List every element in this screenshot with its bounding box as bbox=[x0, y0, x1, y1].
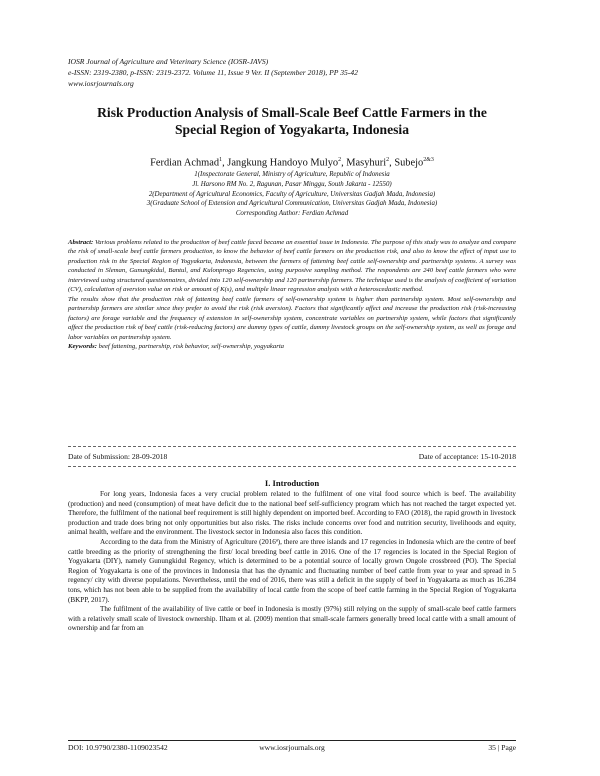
introduction-body bbox=[68, 490, 516, 634]
journal-website: www.iosrjournals.org bbox=[68, 79, 134, 88]
author-affiliation-mark: 2 bbox=[338, 157, 342, 163]
abstract-paragraph-1: Various problems related to the production of beef cattle faced became an essential issue in Indonesia. The purpose of this study was to analyze and compare the risk of small-scale beef cattle farmers production, to know the behavior of beef cattle farmers on the production risk, and also to know the effect of input use to production risk in the Special Region of Yogyakarta, Indonesia, between the farmers of fattening beef cattle self-ownership and partnership systems. A survey was conducted in Sleman, Gunungkidul, Bantul, and Kulonprogo Regencies, using purposive sampling method. The respondents are 240 beef cattle farmers who were interviewed using structured questionnaires, divided into 120 self-ownership and 120 partnership farmers. The technique used is the analysis of coefficient of variation (CV), calculation of aversion value on risk or amount of K(s), and multiple linear regression analysis with a heteroscedastic method. bbox=[68, 239, 517, 294]
abstract-paragraph-2: The results show that the production risk of fattening beef cattle farmers of self-ownership system is higher than partnership system. Most self-ownership and partnership farmers are similar since they prefer to avoid the risk (risk aversion). Factors that significantly affect and increase the production risk (risk-increasing factors) are forage variable and the frequency of extension in self-ownership system, concentrate variables on partnership system, while factors that significantly affect the production risk of beef cattle (risk-reducing factors) are dummy types of cattle, dummy livestock groups on the self-ownership system, as well as forage and labor variables on partnership system. bbox=[68, 295, 516, 341]
divider bbox=[68, 446, 516, 447]
journal-header bbox=[68, 56, 516, 89]
author-name: , Subejo bbox=[389, 157, 424, 169]
keywords: beef fattening, partnership, risk behavior, self-ownership, yogyakarta bbox=[98, 342, 285, 350]
affiliation-line: 2(Department of Agricultural Economics, Faculty of Agriculture, Universitas Gadjah Mada, Indonesia) bbox=[148, 190, 436, 198]
footer-website: www.iosrjournals.org bbox=[259, 743, 325, 752]
author-affiliation-mark: 1 bbox=[219, 157, 223, 163]
author-list bbox=[68, 154, 516, 169]
corresponding-author: Corresponding Author: Ferdian Achmad bbox=[235, 210, 349, 218]
keywords-label: Keywords: bbox=[68, 342, 97, 350]
acceptance-date: Date of acceptance: 15-10-2018 bbox=[418, 452, 516, 461]
journal-issn-volume: e-ISSN: 2319-2380, p-ISSN: 2319-2372. Volume 11, Issue 9 Ver. II (September 2018), PP 35-42 bbox=[68, 68, 358, 77]
page-number: 35 | Page bbox=[488, 743, 516, 752]
paper-title bbox=[68, 104, 516, 138]
body-paragraph-3: The fulfilment of the availability of live cattle or beef in Indonesia is mostly (97%) still relying on the supply of small-scale beef cattle farmers with a relatively small scale of livestock ownership. Ilham et al. (2009) mention that small-scale farmers generally breed local cattle with a small amount of ownership and far from an bbox=[68, 605, 516, 633]
author-name: , Jangkung Handoyo Mulyo bbox=[222, 157, 339, 169]
journal-name: IOSR Journal of Agriculture and Veterinary Science (IOSR-JAVS) bbox=[68, 57, 269, 66]
author-affiliation-mark: 2&3 bbox=[423, 157, 434, 163]
submission-date: Date of Submission: 28-09-2018 bbox=[68, 452, 168, 461]
title-line-1: Risk Production Analysis of Small-Scale Beef Cattle Farmers in the bbox=[97, 105, 487, 120]
affiliations bbox=[68, 170, 516, 219]
abstract bbox=[68, 238, 516, 351]
divider bbox=[68, 466, 516, 467]
affiliation-line: 1(Inspectorate General, Ministry of Agriculture, Republic of Indonesia bbox=[194, 171, 390, 178]
author-name: , Masyhuri bbox=[341, 157, 387, 169]
body-paragraph-2: According to the data from the Ministry of Agriculture (2016ª), there are three islands and 17 regencies in Indonesia which are the centre of beef cattle breeding as the priority of strengthening the first/ local breeding beef cattle in 2016. One of the 17 regencies is located in the Special Region of Yogyakarta (DIY), namely Gunungkidul Regency, which is determined to be a potential source of locally grown Ongole crossbreed (PO). The Special Region of Yogyakarta is one of the provinces in Indonesia that has the dynamic and fluctuating number of beef cattle from year to year and spread in 5 regency/ city with diverse populations. Nevertheless, until the end of 2016, there was still a deficit in the supply of beef in Yogyakarta as much as 16.284 tons, which has not been able to be supplied from the availability of local cattle from the scope of beef cattle farming in the Special Region of Yogyakarta (BKPP, 2017). bbox=[68, 537, 516, 604]
body-paragraph-1: For long years, Indonesia faces a very crucial problem related to the fulfilment of one vital food source which is beef. The availability (production) and need (consumption) of meat have deficit due to the national beef self-sufficiency program which has not reached the target expected yet. Therefore, the fulfilment of the national beef requirement is still highly dependent on imported beef. According to FAO (2018), the rapid growth in livestock production and trade does bring not only opportunities but also risks. The risks include concerns over food and nutrition security, livelihoods and equity, animal health, welfare and the environment. The livestock sector in Indonesia also faces this condition. bbox=[68, 490, 516, 537]
affiliation-line: 3(Graduate School of Extension and Agricultural Communication, Universitas Gadjah Mada, Indonesia) bbox=[146, 200, 438, 208]
section-heading: I. Introduction bbox=[264, 478, 320, 488]
author-name: Ferdian Achmad bbox=[150, 157, 220, 169]
abstract-label: Abstract: bbox=[68, 239, 94, 246]
author-affiliation-mark: 2 bbox=[386, 157, 390, 163]
affiliation-line: Jl. Harsono RM No. 2, Ragunan, Pasar Minggu, South Jakarta - 12550) bbox=[192, 180, 392, 188]
doi: DOI: 10.9790/2380-1109023542 bbox=[68, 743, 168, 752]
title-line-2: Special Region of Yogyakarta, Indonesia bbox=[174, 122, 409, 137]
page-footer bbox=[68, 740, 516, 753]
